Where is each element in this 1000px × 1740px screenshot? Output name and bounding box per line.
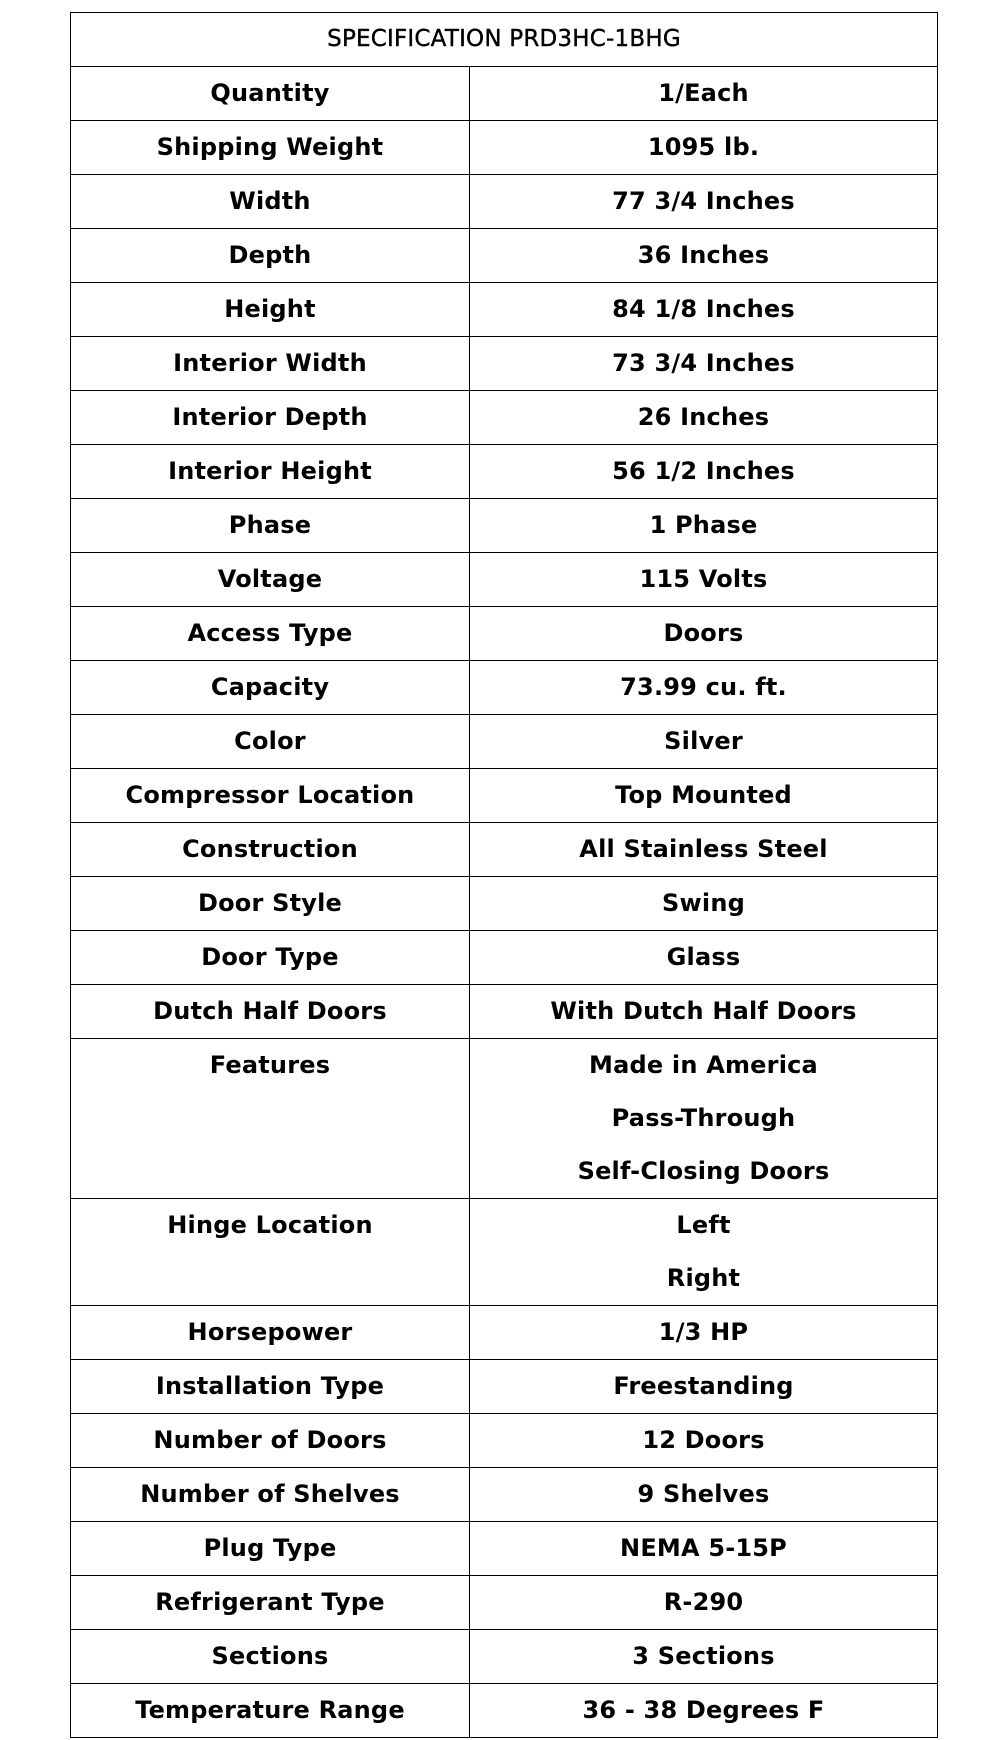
spec-label: Color [234,727,306,755]
spec-label: Quantity [210,79,330,107]
table-row [71,715,938,769]
spec-label: Access Type [187,619,353,647]
table-row [71,1414,938,1468]
spec-label-cell [71,661,470,715]
table-row [71,337,938,391]
spec-value: 36 - 38 Degrees F [582,1696,825,1724]
spec-value: 73 3/4 Inches [612,349,795,377]
spec-value: 3 Sections [632,1642,775,1670]
spec-label-cell [71,607,470,661]
spec-label: Height [224,295,316,323]
spec-value-cell [470,499,938,553]
table-row [71,1360,938,1414]
spec-value: Made in America [589,1051,818,1079]
spec-label-cell [71,1684,470,1738]
spec-label-cell [71,769,470,823]
spec-label: Interior Height [168,457,372,485]
spec-value: 56 1/2 Inches [612,457,795,485]
spec-label-cell [71,391,470,445]
spec-label: Temperature Range [135,1696,405,1724]
spec-label: Width [229,187,311,215]
spec-value-cell [470,877,938,931]
spec-label: Phase [228,511,312,539]
spec-value-cell [470,1414,938,1468]
spec-label-cell [71,931,470,985]
spec-value: 115 Volts [639,565,768,593]
spec-label: Refrigerant Type [155,1588,385,1616]
spec-value: 12 Doors [642,1426,765,1454]
spec-value: Doors [663,619,744,647]
table-row [71,1684,938,1738]
spec-label: Features [209,1051,331,1079]
spec-value-cell [470,445,938,499]
spec-label: Sections [211,1642,329,1670]
table-title: SPECIFICATION PRD3HC-1BHG [71,13,938,67]
table-row [71,1630,938,1684]
table-row [71,1306,938,1360]
spec-value: 26 Inches [637,403,770,431]
spec-value-cell [470,607,938,661]
table-row [71,121,938,175]
spec-value-cell [470,337,938,391]
spec-value: Swing [662,889,745,917]
spec-label-cell [71,1630,470,1684]
spec-value-cell [470,1522,938,1576]
spec-label: Capacity [210,673,330,701]
spec-value: Freestanding [613,1372,794,1400]
table-row [71,67,938,121]
spec-label-cell [71,823,470,877]
spec-label-cell [71,1199,470,1306]
table-row [71,445,938,499]
table-row [71,1039,938,1199]
specification-table [70,12,938,1738]
spec-value-cell [470,931,938,985]
spec-label-cell [71,499,470,553]
spec-value-cell [470,985,938,1039]
spec-value: Pass-Through [611,1104,796,1132]
table-row [71,877,938,931]
spec-value-cell [470,229,938,283]
table-row [71,1576,938,1630]
spec-label: Number of Shelves [140,1480,400,1508]
table-row [71,553,938,607]
table-row [71,499,938,553]
spec-label: Interior Depth [172,403,368,431]
table-row [71,661,938,715]
spec-label: Compressor Location [125,781,415,809]
spec-value: All Stainless Steel [579,835,828,863]
spec-label: Construction [182,835,358,863]
spec-value-cell [470,1684,938,1738]
spec-value: 1 Phase [649,511,758,539]
table-row [71,283,938,337]
spec-value: Left [676,1211,731,1239]
spec-label-cell [71,337,470,391]
spec-value-cell [470,553,938,607]
spec-label: Shipping Weight [156,133,384,161]
spec-value-cell [470,1039,938,1199]
spec-label-cell [71,1468,470,1522]
spec-value: R-290 [663,1588,744,1616]
spec-label: Voltage [217,565,323,593]
spec-label-cell [71,553,470,607]
spec-value: Self-Closing Doors [577,1157,830,1185]
spec-value: 73.99 cu. ft. [620,673,787,701]
spec-label: Plug Type [203,1534,337,1562]
spec-value-cell [470,175,938,229]
spec-value-cell [470,67,938,121]
spec-value-cell [470,283,938,337]
spec-label: Horsepower [187,1318,353,1346]
spec-value: 77 3/4 Inches [612,187,795,215]
spec-label: Dutch Half Doors [153,997,387,1025]
table-row [71,769,938,823]
spec-label-cell [71,985,470,1039]
table-row [71,607,938,661]
spec-label-cell [71,175,470,229]
table-row [71,1522,938,1576]
spec-value-cell [470,1630,938,1684]
spec-label: Door Style [198,889,342,917]
spec-label-cell [71,715,470,769]
spec-value-cell [470,121,938,175]
table-row [71,823,938,877]
spec-label-cell [71,283,470,337]
spec-label-cell [71,1414,470,1468]
spec-value: 1/3 HP [658,1318,749,1346]
spec-value-cell [470,769,938,823]
spec-label: Hinge Location [167,1211,373,1239]
spec-value-cell [470,1199,938,1306]
table-row [71,391,938,445]
spec-value: Top Mounted [615,781,792,809]
spec-value: 9 Shelves [637,1480,770,1508]
spec-label-cell [71,121,470,175]
spec-label-cell [71,1306,470,1360]
spec-value: Right [666,1264,741,1292]
table-row [71,229,938,283]
spec-value: 84 1/8 Inches [612,295,795,323]
spec-label: Door Type [201,943,339,971]
spec-label-cell [71,229,470,283]
spec-label-cell [71,877,470,931]
spec-label-cell [71,445,470,499]
spec-label: Installation Type [155,1372,385,1400]
spec-value: Silver [664,727,743,755]
table-row [71,985,938,1039]
spec-label-cell [71,1576,470,1630]
spec-value-cell [470,661,938,715]
spec-value-cell [470,1468,938,1522]
spec-value: 1095 lb. [647,133,760,161]
spec-value-cell [470,1576,938,1630]
table-body [71,67,938,1738]
spec-label: Depth [228,241,312,269]
table-row [71,1468,938,1522]
spec-label: Number of Doors [153,1426,387,1454]
spec-label-cell [71,1360,470,1414]
spec-value: Glass [666,943,741,971]
spec-value: NEMA 5-15P [620,1534,787,1562]
spec-value: 1/Each [658,79,749,107]
spec-value-cell [470,823,938,877]
spec-label: Interior Width [173,349,367,377]
spec-label-cell [71,67,470,121]
table-header-row [71,13,938,67]
spec-value: With Dutch Half Doors [550,997,857,1025]
table-row [71,175,938,229]
spec-label-cell [71,1522,470,1576]
spec-value: 36 Inches [637,241,770,269]
spec-value-cell [470,715,938,769]
spec-value-cell [470,391,938,445]
spec-value-cell [470,1306,938,1360]
spec-value-cell [470,1360,938,1414]
table-row [71,1199,938,1306]
spec-label-cell [71,1039,470,1199]
table-row [71,931,938,985]
